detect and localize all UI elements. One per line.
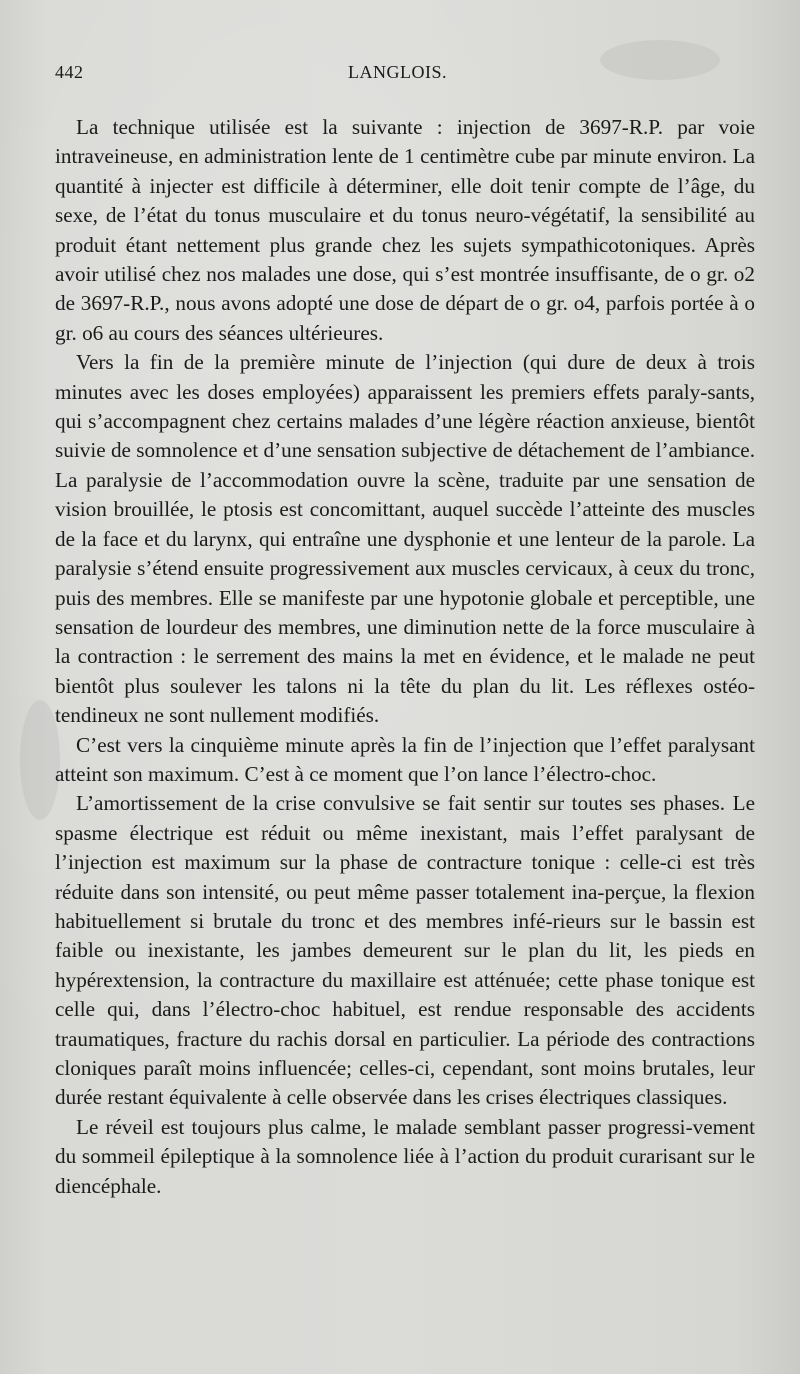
paragraph-awakening: Le réveil est toujours plus calme, le malade semblant passer progressi-vement du sommeil épileptique à la somnolence liée à l’action du produit curarisant sur le diencéphale. (55, 1114, 755, 1198)
running-head: LANGLOIS. (348, 62, 447, 82)
paragraph-technique: La technique utilisée est la suivante : injection de 3697-R.P. par voie intraveineuse, en administration lente de 1 centimètre cube par minute environ. La quantité à injecter est difficile à déterminer, elle doit tenir compte de l’âge, du sexe, de l’état du tonus musculaire et du tonus neuro-végétatif, la sensibilité au produit étant nettement plus grande chez les sujets sympathicotoniques. Après avoir utilisé chez nos malades une dose, qui s’est montrée insuffisante, de o gr. o2 de 3697-R.P., nous avons adopté une dose de départ de o gr. o4, parfois portée à o gr. o6 au cours des séances ultérieures. (55, 115, 755, 345)
paragraph-paralysis-onset: Vers la fin de la première minute de l’injection (qui dure de deux à trois minutes avec les doses employées) apparaissent les premiers effets paraly-sants, qui s’accompagnent chez certains malades d’une légère réaction anxieuse, bientôt suivie de somnolence et d’une sensation subjective de détachement de l’ambiance. La paralysie de l’accommodation ouvre la scène, traduite par une sensation de vision brouillée, le ptosis est concomittant, auquel succède l’atteinte des muscles de la face et du larynx, qui entraîne une dysphonie et une lenteur de la parole. La paralysie s’étend ensuite progressivement aux muscles cervicaux, à ceux du tronc, puis des membres. Elle se manifeste par une hypotonie globale et perceptible, une sensation de lourdeur des membres, une diminution nette de la force musculaire à la contraction : le serrement des mains la met en évidence, et le malade ne peut bientôt plus soulever les talons ni la tête du plan du lit. Les réflexes ostéo-tendineux ne sont nullement modifiés. (55, 350, 755, 728)
paragraph-electroshock-timing: C’est vers la cinquième minute après la fin de l’injection que l’effet paralysant atteint son maximum. C’est à ce moment que l’on lance l’électro-choc. (55, 732, 755, 786)
paper-stain (20, 700, 60, 820)
body-text (55, 113, 755, 1201)
page-header (55, 62, 760, 86)
page-number: 442 (55, 62, 84, 82)
paragraph-convulsion-damping: L’amortissement de la crise convulsive se fait sentir sur toutes ses phases. Le spasme électrique est réduit ou même inexistant, mais l’effet paralysant de l’injection est maximum sur la phase de contracture tonique : celle-ci est très réduite dans son intensité, ou peut même passer totalement ina-perçue, la flexion habituellement si brutale du tronc et des membres infé-rieurs sur le bassin est faible ou inexistante, les jambes demeurent sur le plan du lit, les pieds en hypérextension, la contracture du maxillaire est atténuée; cette phase tonique est celle qui, dans l’électro-choc habituel, est rendue responsable des accidents traumatiques, fracture du rachis dorsal en particulier. La période des contractions cloniques paraît moins influencée; celles-ci, cependant, sont moins brutales, leur durée restant équivalente à celle observée dans les crises électriques classiques. (55, 791, 755, 1110)
